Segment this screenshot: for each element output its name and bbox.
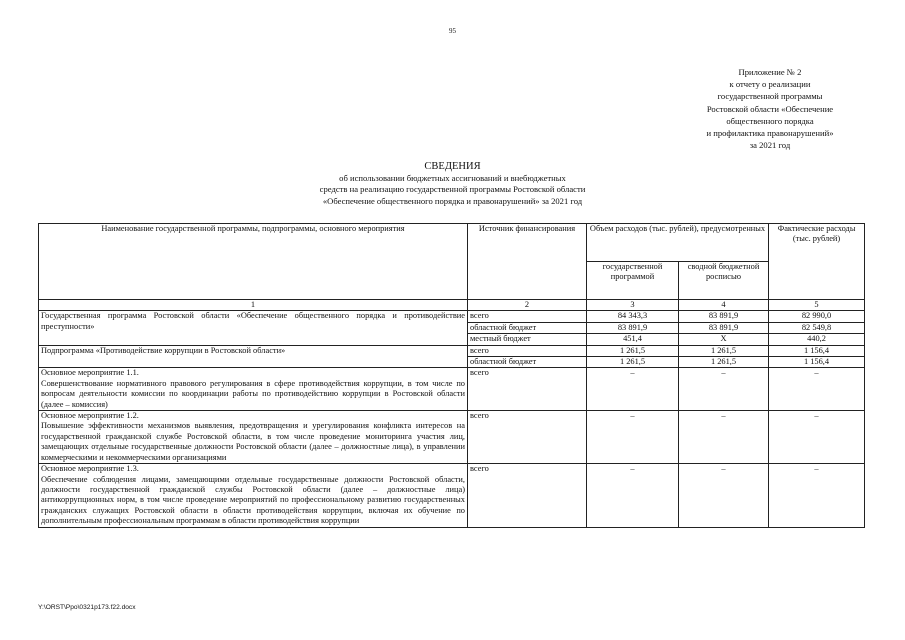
- row-description: Повышение эффективности механизмов выявления, предотвращения и урегулирования конфликта интересов на государственной гражданской службе Ростовской области, в том числе проведение мониторинга участия лиц, замещающих отдельные государственные должности Ростовской области (далее – должностные лица), в управлении коммерческими и некоммерческими организациями: [41, 421, 465, 462]
- row-name: [39, 368, 468, 411]
- appendix-line: государственной программы: [717, 91, 823, 102]
- row-plan: –: [587, 411, 679, 464]
- row-plan: –: [587, 368, 679, 411]
- page-number: 95: [449, 27, 456, 35]
- row-budget: 1 261,5: [679, 345, 769, 356]
- appendix-line: Приложение № 2: [738, 67, 802, 77]
- row-plan: 1 261,5: [587, 345, 679, 356]
- header-volume: Объем расходов (тыс. рублей), предусмотренных: [587, 224, 769, 262]
- title-line: «Обеспечение общественного порядка и правонарушений» за 2021 год: [322, 195, 583, 206]
- row-actual: –: [769, 411, 865, 464]
- appendix-line: общественного порядка: [726, 115, 814, 126]
- appendix-line: и профилактика правонарушений»: [706, 128, 834, 139]
- row-name: [39, 464, 468, 527]
- header-state-program: государственной программой: [587, 262, 679, 300]
- table-row: [39, 311, 865, 322]
- row-actual: 82 990,0: [769, 311, 865, 322]
- row-budget: –: [679, 411, 769, 464]
- column-number: 1: [39, 300, 468, 311]
- row-source: всего: [468, 345, 587, 356]
- row-source: областной бюджет: [468, 357, 587, 368]
- row-actual: 82 549,8: [769, 322, 865, 333]
- column-number: 2: [468, 300, 587, 311]
- row-actual: –: [769, 464, 865, 527]
- table-row: [39, 464, 865, 527]
- row-actual: 1 156,4: [769, 357, 865, 368]
- row-plan: 84 343,3: [587, 311, 679, 322]
- row-source: всего: [468, 464, 587, 527]
- row-source: областной бюджет: [468, 322, 587, 333]
- row-budget: –: [679, 464, 769, 527]
- row-actual: –: [769, 368, 865, 411]
- row-budget: X: [679, 334, 769, 345]
- header-name: Наименование государственной программы, подпрограммы, основного мероприятия: [39, 224, 468, 300]
- row-source: всего: [468, 311, 587, 322]
- title-line: об использовании бюджетных ассигнований и внебюджетных: [339, 173, 566, 183]
- appendix-line: за 2021 год: [749, 140, 791, 151]
- report-table: [38, 223, 865, 528]
- appendix-line: к отчету о реализации: [729, 79, 811, 90]
- row-actual: 1 156,4: [769, 345, 865, 356]
- row-name: Государственная программа Ростовской области «Обеспечение общественного порядка и противодействие преступности»: [39, 311, 468, 345]
- header-actual: Фактические расходы (тыс. рублей): [769, 224, 865, 300]
- row-name: [39, 411, 468, 464]
- file-path-footer: Y:\ORST\Ppo\0321p173.f22.docx: [38, 604, 136, 611]
- row-label: Основное мероприятие 1.2.: [41, 411, 139, 421]
- row-description: Обеспечение соблюдения лицами, замещающими отдельные государственные должности Ростовской области, должности государственной гражданской службы Ростовской области (далее – должностные лица) антикоррупционных норм, в том числе проведение мероприятий по профессиональному развитию государственных гражданских служащих Ростовской области в области противодействия коррупции, включая их обучение по дополнительным профессиональным программам в области противодействия коррупции: [41, 474, 465, 526]
- title-line: средств на реализацию государственной программы Ростовской области: [319, 184, 586, 195]
- row-name: Подпрограмма «Противодействие коррупции в Ростовской области»: [39, 345, 468, 368]
- table-row: [39, 368, 865, 411]
- row-budget: –: [679, 368, 769, 411]
- row-label: Основное мероприятие 1.1.: [41, 368, 139, 378]
- header-source: Источник финансирования: [468, 224, 587, 300]
- column-number: 5: [769, 300, 865, 311]
- row-plan: –: [587, 464, 679, 527]
- appendix-line: Ростовской области «Обеспечение: [706, 103, 834, 114]
- row-source: всего: [468, 368, 587, 411]
- row-label: Основное мероприятие 1.3.: [41, 464, 139, 474]
- document-title: [150, 161, 755, 207]
- table-row: [39, 345, 865, 356]
- row-plan: 83 891,9: [587, 322, 679, 333]
- row-source: всего: [468, 411, 587, 464]
- header-budget-list: сводной бюджетной росписью: [679, 262, 769, 300]
- row-actual: 440,2: [769, 334, 865, 345]
- column-number: 3: [587, 300, 679, 311]
- row-budget: 83 891,9: [679, 322, 769, 333]
- row-budget: 1 261,5: [679, 357, 769, 368]
- row-plan: 1 261,5: [587, 357, 679, 368]
- column-number: 4: [679, 300, 769, 311]
- row-budget: 83 891,9: [679, 311, 769, 322]
- title-heading: СВЕДЕНИЯ: [424, 161, 481, 172]
- row-source: местный бюджет: [468, 334, 587, 345]
- row-description: Совершенствование нормативного правового регулирования в сфере противодействия коррупции, в том числе по вопросам деятельности комиссии по координации работы по противодействию коррупции в Ростовской области (далее – комиссия): [41, 378, 465, 409]
- appendix-block: [680, 66, 860, 151]
- row-plan: 451,4: [587, 334, 679, 345]
- table-row: [39, 411, 865, 464]
